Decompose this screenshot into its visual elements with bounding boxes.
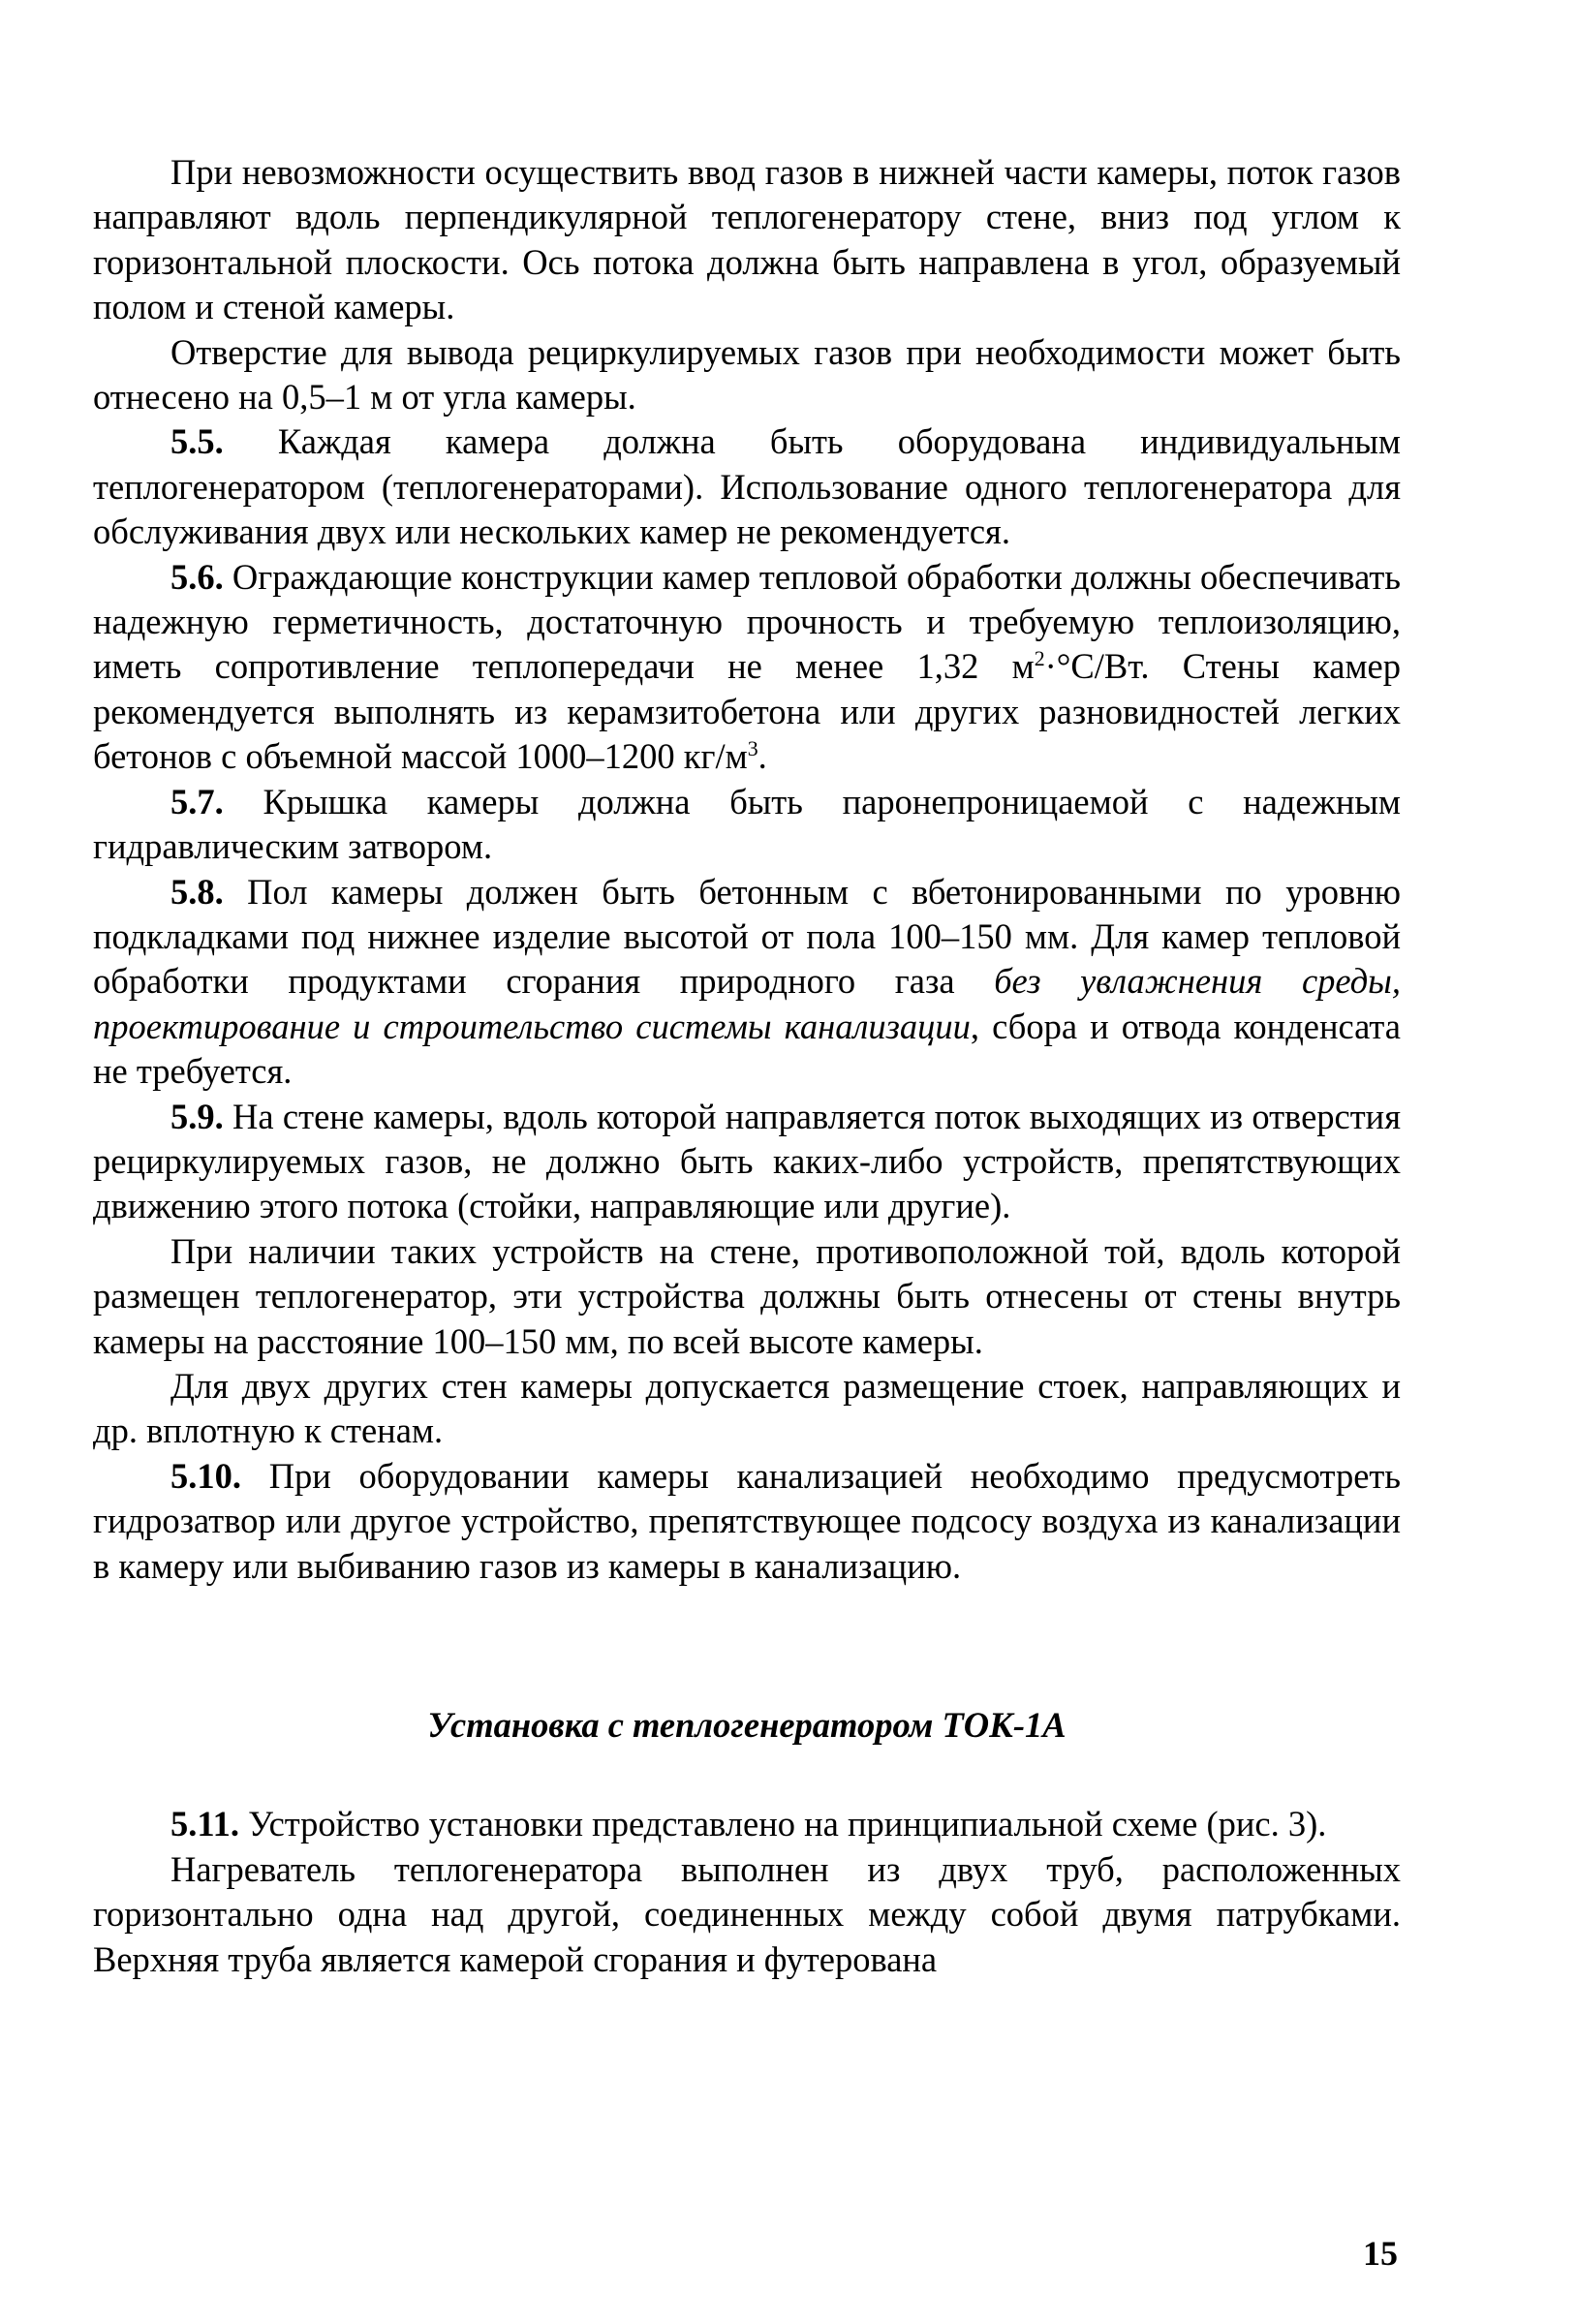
clause-5-10 xyxy=(93,1454,1401,1589)
paragraph xyxy=(93,330,1401,420)
clause-text: На стене камеры, вдоль которой направляется поток выходящих из отверстия рециркулируемых газов, не должно быть каких-либо устройств, препятствующих движению этого потока (стойки, направляющие или другие). xyxy=(93,1096,1401,1226)
document-page xyxy=(93,150,1401,1982)
clause-5-8 xyxy=(93,870,1401,1095)
clause-text: Пол камеры должен быть бетонным с вбетонированными по уровню подкладками под нижнее изделие высотой от пола 100–150 мм. Для камер тепловой обработки продуктами сгорания природного газа xyxy=(93,871,1401,1002)
clause-5-7 xyxy=(93,780,1401,870)
clause-text: Крышка камеры должна быть паронепроницаемой с надежным гидравлическим затвором. xyxy=(93,781,1401,867)
paragraph xyxy=(93,1364,1401,1454)
clause-5-6 xyxy=(93,555,1401,780)
superscript: 3 xyxy=(747,736,758,761)
page-number: 15 xyxy=(1363,2234,1398,2273)
paragraph-text: При наличии таких устройств на стене, противоположной той, вдоль которой размещен теплогенератор, эти устройства должны быть отнесены от стены внутрь камеры на расстояние 100–150 мм, по всей высоте камеры. xyxy=(93,1230,1401,1361)
clause-text: При оборудовании камеры канализацией необходимо предусмотреть гидрозатвор или другое устройство, препятствующее подсосу воздуха из канализации в камеру или выбиванию газов из камеры в канализацию. xyxy=(93,1455,1401,1586)
paragraph xyxy=(93,150,1401,330)
clause-5-11 xyxy=(93,1802,1401,1846)
clause-text: Каждая камера должна быть оборудована индивидуальным теплогенератором (теплогенераторами). Использование одного теплогенератора для обслуживания двух или нескольких камер не рекомендуется. xyxy=(93,421,1401,552)
clause-text-italic: без увлажнения среды, проектирование и строительство системы канализации xyxy=(93,961,1402,1046)
clause-5-9 xyxy=(93,1095,1401,1229)
clause-number: 5.7. xyxy=(170,781,224,821)
paragraph-text: При невозможности осуществить ввод газов в нижней части камеры, поток газов направляют вдоль перпендикулярной теплогенератору стене, вниз под углом к горизонтальной плоскости. Ось потока должна быть направлена в угол, образуемый полом и стеной камеры. xyxy=(93,152,1401,327)
section-heading: Установка с теплогенератором ТОК-1А xyxy=(427,1705,1067,1745)
paragraph-text: Отверстие для вывода рециркулируемых газов при необходимости может быть отнесено на 0,5–1 м от угла камеры. xyxy=(93,331,1401,418)
paragraph xyxy=(93,1847,1401,1982)
clause-text: ·°С/Вт. Стены камер рекомендуется выполнять из керамзитобетона или других разновидностей легких бетонов с объемной массой 1000–1200 кг/м xyxy=(93,646,1402,777)
clause-number: 5.8. xyxy=(170,871,224,912)
clause-number: 5.6. xyxy=(170,556,224,597)
clause-number: 5.5. xyxy=(170,421,224,462)
clause-text: Устройство установки представлено на принципиальной схеме (рис. 3). xyxy=(239,1804,1327,1844)
clause-text: Ограждающие конструкции камер тепловой обработки должны обеспечивать надежную герметичность, достаточную прочность и требуемую теплоизоляцию, иметь сопротивление теплопередачи не менее 1,32 м xyxy=(93,556,1401,687)
clause-text: , сбора и отвода конденсата не требуется. xyxy=(93,1006,1401,1092)
paragraph-text: Нагреватель теплогенератора выполнен из двух труб, расположенных горизонтально одна над другой, соединенных между собой двумя патрубками. Верхняя труба является камерой сгорания и футерована xyxy=(93,1848,1401,1979)
paragraph-text: Для двух других стен камеры допускается размещение стоек, направляющих и др. вплотную к стенам. xyxy=(93,1365,1401,1451)
paragraph xyxy=(93,1229,1401,1364)
clause-number: 5.11. xyxy=(170,1804,239,1844)
clause-number: 5.10. xyxy=(170,1455,241,1496)
clause-number: 5.9. xyxy=(170,1096,224,1136)
superscript: 2 xyxy=(1034,646,1045,671)
clause-5-5 xyxy=(93,419,1401,554)
clause-text: . xyxy=(758,736,767,777)
